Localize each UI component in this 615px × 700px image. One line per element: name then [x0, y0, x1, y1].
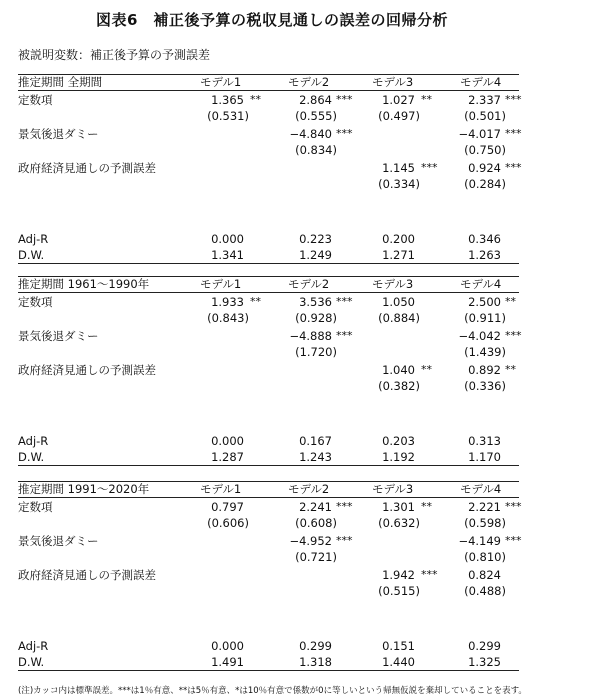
model-header: モデル4 — [460, 277, 502, 291]
coefficient: 2.864 — [299, 93, 332, 107]
coefficient: 1.942 — [382, 568, 415, 582]
period-label: 推定期間 1961〜1990年 — [18, 277, 150, 291]
standard-error: (0.810) — [464, 550, 506, 564]
row-label-dw: D.W. — [18, 450, 45, 464]
adjr-value: 0.151 — [382, 639, 415, 653]
adjr-value: 0.203 — [382, 434, 415, 448]
coefficient: −4.840 — [289, 127, 332, 141]
significance-stars: *** — [505, 127, 522, 140]
row-label-gov: 政府経済見通しの予測誤差 — [18, 161, 156, 175]
model-header: モデル1 — [200, 75, 242, 89]
dw-value: 1.192 — [382, 450, 415, 464]
period-label: 推定期間 1991〜2020年 — [18, 482, 150, 496]
standard-error: (0.884) — [378, 311, 420, 325]
standard-error: (0.336) — [464, 379, 506, 393]
standard-error: (1.720) — [295, 345, 337, 359]
adjr-value: 0.299 — [468, 639, 501, 653]
row-label-gov: 政府経済見通しの予測誤差 — [18, 363, 156, 377]
header-bottom-rule — [18, 497, 519, 498]
significance-stars: *** — [336, 500, 353, 513]
dw-value: 1.170 — [468, 450, 501, 464]
standard-error: (0.750) — [464, 143, 506, 157]
row-label-dw: D.W. — [18, 248, 45, 262]
standard-error: (0.334) — [378, 177, 420, 191]
significance-stars: *** — [505, 500, 522, 513]
coefficient: 1.027 — [382, 93, 415, 107]
significance-stars: *** — [336, 127, 353, 140]
coefficient: −4.952 — [289, 534, 332, 548]
significance-stars: *** — [505, 93, 522, 106]
adjr-value: 0.223 — [299, 232, 332, 246]
coefficient: 1.365 — [211, 93, 244, 107]
coefficient: 3.536 — [299, 295, 332, 309]
significance-stars: *** — [336, 295, 353, 308]
standard-error: (0.843) — [207, 311, 249, 325]
standard-error: (0.928) — [295, 311, 337, 325]
dw-value: 1.341 — [211, 248, 244, 262]
significance-stars: *** — [505, 161, 522, 174]
adjr-value: 0.299 — [299, 639, 332, 653]
row-label-adjr: Adj-R — [18, 434, 49, 448]
coefficient: 2.337 — [468, 93, 501, 107]
dw-value: 1.271 — [382, 248, 415, 262]
significance-stars: *** — [336, 534, 353, 547]
coefficient: 2.241 — [299, 500, 332, 514]
coefficient: 2.221 — [468, 500, 501, 514]
adjr-value: 0.000 — [211, 232, 244, 246]
coefficient: 0.924 — [468, 161, 501, 175]
standard-error: (0.834) — [295, 143, 337, 157]
coefficient: −4.888 — [289, 329, 332, 343]
standard-error: (0.606) — [207, 516, 249, 530]
adjr-value: 0.313 — [468, 434, 501, 448]
dw-value: 1.491 — [211, 655, 244, 669]
standard-error: (0.598) — [464, 516, 506, 530]
significance-stars: *** — [505, 329, 522, 342]
adjr-value: 0.000 — [211, 434, 244, 448]
model-header: モデル1 — [200, 482, 242, 496]
dw-value: 1.243 — [299, 450, 332, 464]
significance-stars: ** — [421, 363, 432, 376]
significance-stars: ** — [505, 363, 516, 376]
row-label-dw: D.W. — [18, 655, 45, 669]
coefficient: 0.892 — [468, 363, 501, 377]
coefficient: −4.042 — [458, 329, 501, 343]
significance-stars: ** — [505, 295, 516, 308]
row-label-adjr: Adj-R — [18, 232, 49, 246]
standard-error: (0.555) — [295, 109, 337, 123]
row-label-const: 定数項 — [18, 295, 53, 309]
model-header: モデル2 — [288, 277, 330, 291]
table-title: 図表6 補正後予算の税収見通しの誤差の回帰分析 — [96, 11, 448, 29]
model-header: モデル2 — [288, 75, 330, 89]
model-header: モデル3 — [372, 482, 414, 496]
standard-error: (0.515) — [378, 584, 420, 598]
adjr-value: 0.167 — [299, 434, 332, 448]
significance-stars: ** — [250, 93, 261, 106]
model-header: モデル2 — [288, 482, 330, 496]
standard-error: (0.497) — [378, 109, 420, 123]
adjr-value: 0.000 — [211, 639, 244, 653]
adjr-value: 0.346 — [468, 232, 501, 246]
model-header: モデル4 — [460, 75, 502, 89]
coefficient: 1.050 — [382, 295, 415, 309]
row-label-const: 定数項 — [18, 500, 53, 514]
dw-value: 1.318 — [299, 655, 332, 669]
model-header: モデル1 — [200, 277, 242, 291]
period-label: 推定期間 全期間 — [18, 75, 103, 89]
section-bottom-rule — [18, 263, 519, 264]
significance-stars: ** — [421, 93, 432, 106]
coefficient: 0.797 — [211, 500, 244, 514]
standard-error: (1.439) — [464, 345, 506, 359]
dependent-variable-label: 被説明変数：補正後予算の予測誤差 — [18, 48, 211, 62]
row-label-dummy: 景気後退ダミー — [18, 127, 99, 141]
coefficient: 2.500 — [468, 295, 501, 309]
row-label-gov: 政府経済見通しの予測誤差 — [18, 568, 156, 582]
header-bottom-rule — [18, 90, 519, 91]
coefficient: −4.149 — [458, 534, 501, 548]
significance-stars: *** — [421, 568, 438, 581]
dw-value: 1.325 — [468, 655, 501, 669]
section-bottom-rule — [18, 670, 519, 671]
coefficient: 1.145 — [382, 161, 415, 175]
model-header: モデル3 — [372, 277, 414, 291]
dw-value: 1.249 — [299, 248, 332, 262]
standard-error: (0.501) — [464, 109, 506, 123]
dw-value: 1.440 — [382, 655, 415, 669]
coefficient: −4.017 — [458, 127, 501, 141]
coefficient: 0.824 — [468, 568, 501, 582]
model-header: モデル3 — [372, 75, 414, 89]
significance-stars: *** — [505, 534, 522, 547]
standard-error: (0.382) — [378, 379, 420, 393]
coefficient: 1.301 — [382, 500, 415, 514]
row-label-dummy: 景気後退ダミー — [18, 329, 99, 343]
coefficient: 1.933 — [211, 295, 244, 309]
standard-error: (0.632) — [378, 516, 420, 530]
dw-value: 1.263 — [468, 248, 501, 262]
section-bottom-rule — [18, 465, 519, 466]
standard-error: (0.911) — [464, 311, 506, 325]
standard-error: (0.531) — [207, 109, 249, 123]
significance-stars: ** — [250, 295, 261, 308]
significance-stars: *** — [336, 93, 353, 106]
significance-stars: ** — [421, 500, 432, 513]
standard-error: (0.608) — [295, 516, 337, 530]
standard-error: (0.284) — [464, 177, 506, 191]
row-label-const: 定数項 — [18, 93, 53, 107]
significance-stars: *** — [421, 161, 438, 174]
significance-stars: *** — [336, 329, 353, 342]
row-label-adjr: Adj-R — [18, 639, 49, 653]
standard-error: (0.488) — [464, 584, 506, 598]
standard-error: (0.721) — [295, 550, 337, 564]
row-label-dummy: 景気後退ダミー — [18, 534, 99, 548]
adjr-value: 0.200 — [382, 232, 415, 246]
footnote: (注)カッコ内は標準誤差。***は1％有意、**は5％有意、*は10％有意で係数が0に等しいという帰無仮説を棄却していることを表す。 — [18, 686, 527, 696]
dw-value: 1.287 — [211, 450, 244, 464]
model-header: モデル4 — [460, 482, 502, 496]
header-bottom-rule — [18, 292, 519, 293]
coefficient: 1.040 — [382, 363, 415, 377]
